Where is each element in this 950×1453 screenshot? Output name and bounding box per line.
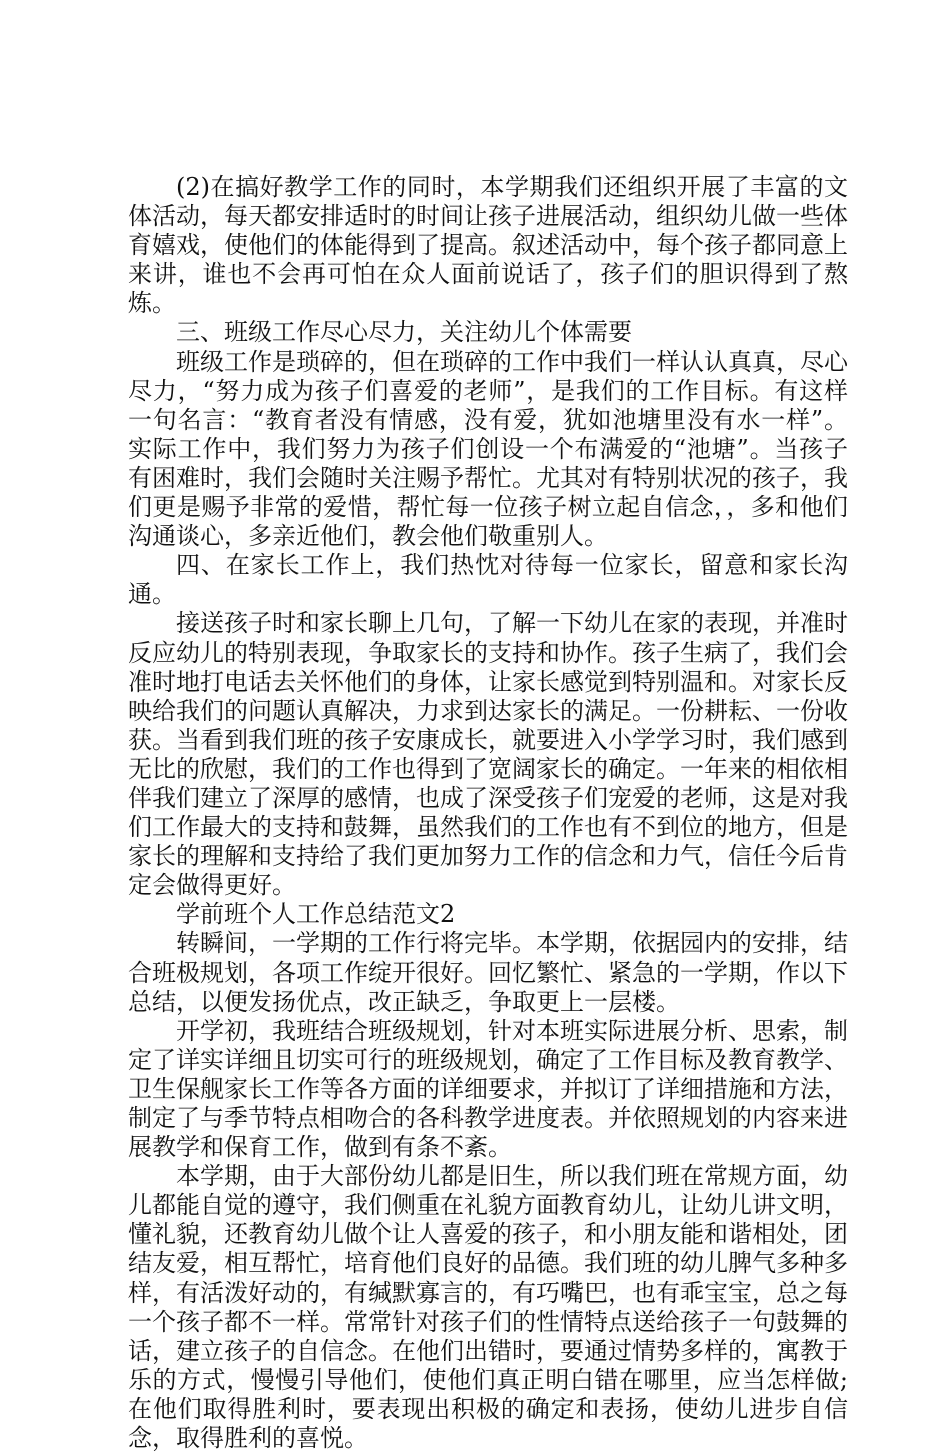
section-heading-parent-work: 四、在家长工作上，我们热忱对待每一位家长，留意和家长沟通。 <box>128 551 848 609</box>
paragraph-semester-plan: 开学初，我班结合班级规划，针对本班实际进展分析、思索，制定了详实详细且切实可行的班级规划，确定了工作目标及教育教学、卫生保舰家长工作等各方面的详细要求，并拟订了详细措施和方法，制定了与季节特点相吻合的各科教学进度表。并依照规划的内容来进展教学和保育工作，做到有条不紊。 <box>128 1016 848 1162</box>
paragraph-class-work: 班级工作是琐碎的，但在琐碎的工作中我们一样认认真真，尽心尽力，“努力成为孩子们喜爱的老师”，是我们的工作目标。有这样一句名言：“教育者没有情感，没有爱，犹如池塘里没有水一样”。实际工作中，我们努力为孩子们创设一个布满爱的“池塘”。当孩子有困难时，我们会随时关注赐予帮忙。尤其对有特别状况的孩子，我们更是赐予非常的爱惜，帮忙每一位孩子树立起自信念，，多和他们沟通谈心，多亲近他们，教会他们敬重别人。 <box>128 347 848 551</box>
document-body <box>128 173 848 1453</box>
paragraph-routine-education: 本学期，由于大部份幼儿都是旧生，所以我们班在常规方面，幼儿都能自觉的遵守，我们侧重在礼貌方面教育幼儿，让幼儿讲文明，懂礼貌，还教育幼儿做个让人喜爱的孩子，和小朋友能和谐相处，团结友爱，相互帮忙，培育他们良好的品德。我们班的幼儿脾气多种多样，有活泼好动的，有缄默寡言的，有巧嘴巴，也有乖宝宝，总之每一个孩子都不一样。常常针对孩子们的性情特点送给孩子一句鼓舞的话，建立孩子的自信念。在他们出错时，要通过情势多样的，寓教于乐的方式，慢慢引导他们，使他们真正明白错在哪里，应当怎样做;在他们取得胜利时，要表现出积极的确定和表扬，使幼儿进步自信念，取得胜利的喜悦。 <box>128 1162 848 1453</box>
section-heading-sample-2: 学前班个人工作总结范文2 <box>176 900 456 929</box>
paragraph-semester-intro: 转瞬间，一学期的工作行将完毕。本学期，依据园内的安排，结合班极规划，各项工作绽开很好。回忆繁忙、紧急的一学期，作以下总结，以便发扬优点，改正缺乏，争取更上一层楼。 <box>128 929 848 1016</box>
section-heading-class-work: 三、班级工作尽心尽力，关注幼儿个体需要 <box>176 318 632 347</box>
paragraph-activities: (2)在搞好教学工作的同时，本学期我们还组织开展了丰富的文体活动，每天都安排适时的时间让孩子进展活动，组织幼儿做一些体育嬉戏，使他们的体能得到了提高。叙述活动中，每个孩子都同意上来讲，谁也不会再可怕在众人面前说话了，孩子们的胆识得到了熬炼。 <box>128 173 848 318</box>
paragraph-parent-work: 接送孩子时和家长聊上几句，了解一下幼儿在家的表现，并准时反应幼儿的特别表现，争取家长的支持和协作。孩子生病了，我们会准时地打电话去关怀他们的身体，让家长感觉到特别温和。对家长反映给我们的问题认真解决，力求到达家长的满足。一份耕耘、一份收获。当看到我们班的孩子安康成长，就要进入小学学习时，我们感到无比的欣慰，我们的工作也得到了宽阔家长的确定。一年来的相依相伴我们建立了深厚的感情，也成了深受孩子们宠爱的老师，这是对我们工作最大的支持和鼓舞，虽然我们的工作也有不到位的地方，但是家长的理解和支持给了我们更加努力工作的信念和力气，信任今后肯定会做得更好。 <box>128 609 848 900</box>
